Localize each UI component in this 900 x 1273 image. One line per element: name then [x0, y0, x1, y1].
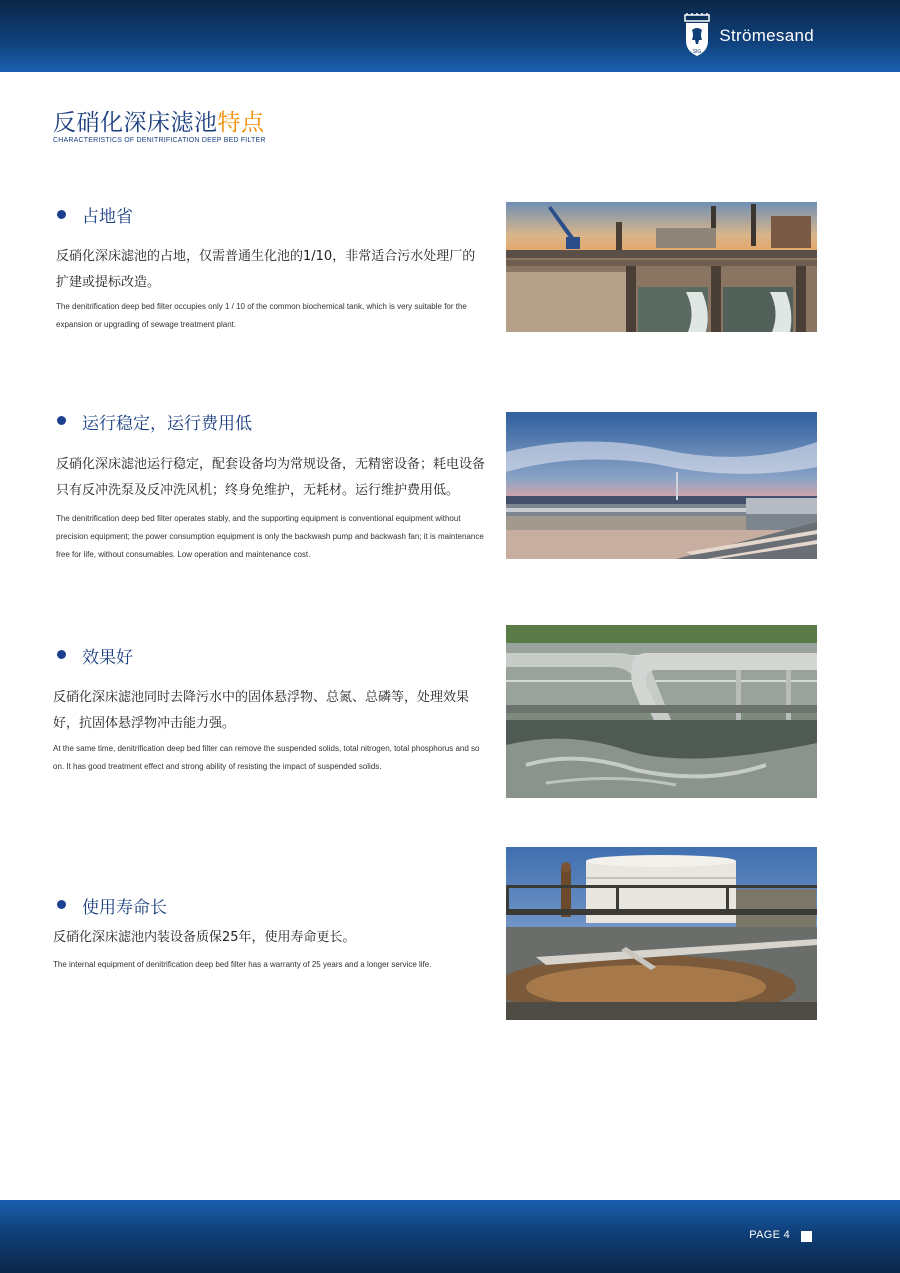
- section-body-zh: 反硝化深床滤池内装设备质保25年，使用寿命更长。: [53, 930, 356, 945]
- section-heading: 占地省: [82, 207, 133, 227]
- page-number: PAGE 4: [749, 1229, 790, 1241]
- aeration-pipes-photo: [506, 625, 817, 798]
- section-body-en: The internal equipment of denitrification deep bed filter has a warranty of 25 years and a longer service life.: [53, 960, 432, 969]
- sunset-basin-photo: [506, 412, 817, 559]
- crest-icon: [683, 13, 711, 59]
- section-body-en: The denitrification deep bed filter occupies only 1 / 10 of the common biochemical tank, which is very suitable for the expansion or upgrading of sewage treatment plant.: [56, 302, 467, 329]
- bullet-dot: [57, 416, 66, 425]
- brand-name: Strömesand: [719, 26, 814, 45]
- brand-logo: [683, 13, 814, 59]
- section-heading: 效果好: [82, 648, 133, 668]
- section-body-en: At the same time, denitrification deep bed filter can remove the suspended solids, total nitrogen, total phosphorus and so on. It has good treatment effect and strong ability of resisting the impact of suspended solids.: [53, 744, 480, 771]
- section-heading: 运行稳定，运行费用低: [82, 414, 252, 434]
- title-accent: 特点: [217, 110, 265, 136]
- page-title: [53, 104, 265, 137]
- section-body-zh: 反硝化深床滤池运行稳定，配套设备均为常规设备，无精密设备；耗电设备只有反冲洗泵及反冲洗风机；终身免维护，无耗材。运行维护费用低。: [56, 457, 486, 498]
- section-heading: 使用寿命长: [82, 898, 167, 918]
- page-header: [0, 0, 900, 72]
- page-subtitle: CHARACTERISTICS OF DENITRIFICATION DEEP BED FILTER: [53, 137, 266, 144]
- section-body-en: The denitrification deep bed filter operates stably, and the supporting equipment is conventional equipment without precision equipment; the power consumption equipment is only the backwash pump and backwash fan; it is maintenance free for life, without consumables. Low operation and maintenance cost.: [56, 514, 484, 559]
- title-main: 反硝化深床滤池: [53, 110, 218, 136]
- section-body-zh: 反硝化深床滤池同时去降污水中的固体悬浮物、总氮、总磷等，处理效果好，抗固体悬浮物冲击能力强。: [53, 690, 470, 731]
- bullet-dot: [57, 650, 66, 659]
- treatment-plant-channels-photo: [506, 202, 817, 332]
- svg-text:SIG: SIG: [693, 49, 702, 55]
- bullet-dot: [57, 210, 66, 219]
- clarifier-tank-photo: [506, 847, 817, 1020]
- page-square-icon: [801, 1231, 812, 1242]
- section-body-zh: 反硝化深床滤池的占地，仅需普通生化池的1/10，非常适合污水处理厂的扩建或提标改造。: [56, 249, 476, 290]
- bullet-dot: [57, 900, 66, 909]
